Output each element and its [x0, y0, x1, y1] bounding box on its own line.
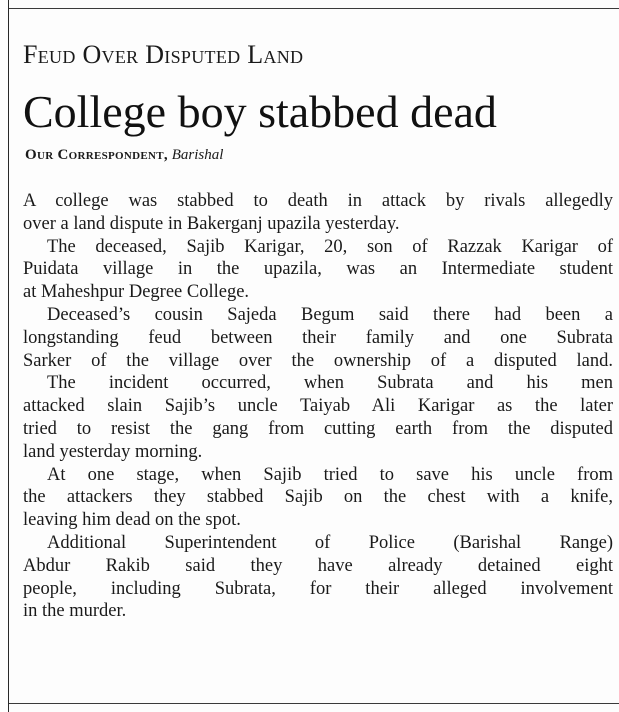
- bottom-rule: [9, 703, 619, 704]
- body-line: attacked slain Sajib’s uncle Taiyab Ali Karigar as the later: [23, 396, 613, 417]
- body-line: Sarker of the village over the ownership of a disputed land.: [23, 350, 613, 371]
- body-line: land yesterday morning.: [23, 441, 203, 462]
- news-clipping: [8, 0, 619, 712]
- article-byline: [25, 147, 223, 164]
- article-body: [23, 190, 613, 623]
- body-line: At one stage, when Sajib tried to save his uncle from: [47, 464, 613, 485]
- top-rule: [9, 8, 619, 9]
- body-line: at Maheshpur Degree College.: [23, 282, 250, 303]
- body-line: longstanding feud between their family and one Subrata: [23, 327, 613, 348]
- article-headline: College boy stabbed dead: [23, 86, 497, 137]
- body-line: The incident occurred, when Subrata and his men: [47, 373, 613, 394]
- article-kicker: Feud Over Disputed Land: [23, 40, 304, 69]
- byline-name: Our Correspondent,: [25, 147, 168, 163]
- body-line: Puidata village in the upazila, was an Intermediate student: [23, 259, 613, 280]
- body-line: The deceased, Sajib Karigar, 20, son of Razzak Karigar of: [47, 236, 613, 257]
- body-line: Additional Superintendent of Police (Barishal Range): [47, 532, 613, 553]
- body-line: over a land dispute in Bakerganj upazila yesterday.: [23, 213, 400, 234]
- body-line: A college was stabbed to death in attack by rivals allegedly: [23, 191, 613, 211]
- body-line: leaving him dead on the spot.: [23, 510, 241, 531]
- body-line: in the murder.: [23, 601, 127, 622]
- body-line: Deceased’s cousin Sajeda Begum said there had been a: [47, 304, 613, 325]
- body-line: people, including Subrata, for their alleged involvement: [23, 578, 613, 599]
- byline-location: Barishal: [171, 147, 224, 163]
- body-line: Abdur Rakib said they have already detained eight: [23, 555, 613, 576]
- body-line: the attackers they stabbed Sajib on the chest with a knife,: [23, 487, 613, 508]
- body-line: tried to resist the gang from cutting earth from the disputed: [23, 418, 613, 439]
